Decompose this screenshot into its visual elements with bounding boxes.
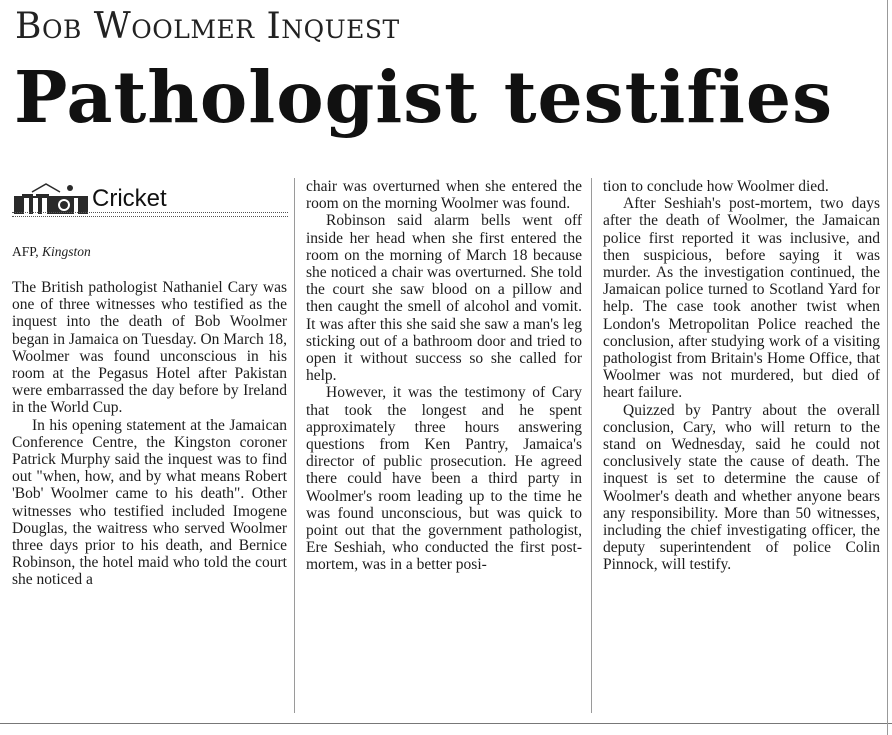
article-headline: Pathologist testifies (14, 55, 834, 139)
article-kicker: Bob Woolmer Inquest (15, 6, 400, 47)
paragraph: The British pathologist Nathaniel Cary was one of three witnesses who testified as the inquest into the death of Bob Woolmer began in Jamaica on Tuesday. On March 18, Woolmer was found unconscious in his room at the Pegasus Hotel after Pakistan were embarrassed the day before by Ireland in the World Cup. (12, 279, 287, 417)
article-column-2 (306, 178, 582, 574)
byline-location: Kingston (42, 244, 91, 259)
page-edge (887, 0, 888, 735)
paragraph: In his opening statement at the Jamaican Conference Centre, the Kingston coroner Patrick Murphy said the inquest was to find out "when, how, and by what means Robert 'Bob' Woolmer came to his death". Other witnesses who testified included Imogene Douglas, the waitress who served Woolmer three days prior to his death, and Bernice Robinson, the hotel maid who told the court she noticed a (12, 416, 287, 589)
article-column-3 (603, 178, 880, 574)
paragraph: Quizzed by Pantry about the overall conclusion, Cary, who will return to the stand on Wednesday, said he could not conclusively state the cause of death. The inquest is set to determine the cause of Woolmer's death and whether anyone bears any responsibility. More than 50 witnesses, including the chief investigating officer, the deputy superintendent of police Colin Pinnock, will testify. (603, 401, 880, 574)
section-divider (12, 212, 288, 217)
paragraph: chair was overturned when she entered the room on the morning Woolmer was found. (306, 178, 582, 213)
byline-agency: AFP, (12, 244, 39, 259)
column-divider (294, 178, 295, 713)
paragraph: tion to conclude how Woolmer died. (603, 178, 829, 195)
section-name: Cricket (92, 185, 167, 212)
column-divider (591, 178, 592, 713)
article-column-1 (12, 279, 287, 589)
section-label (12, 180, 288, 218)
byline (12, 244, 91, 260)
paragraph: Robinson said alarm bells went off inside her head when she first entered the room on the morning of March 18 because she noticed a chair was overturned. She told the court she saw blood on a pillow and then caught the smell of alcohol and vomit. It was after this she said she saw a man's leg sticking out of a bathroom door and tried to open it without success so she called for help. (306, 212, 582, 385)
paragraph: However, it was the testimony of Cary that took the longest and he spent approximately three hours answering questions from Ken Pantry, Jamaica's director of public prosecution. He agreed there could have been a third party in Woolmer's room leading up to the time he was found unconscious, but was quick to point out that the government pathologist, Ere Seshiah, who conducted the first post-mortem, was in a better posi- (306, 384, 582, 574)
paragraph: After Seshiah's post-mortem, two days after the death of Woolmer, the Jamaican police first reported it was inclusive, and then suspicious, before saying it was murder. As the investigation continued, the Jamaican police turned to Scotland Yard for help. The case took another twist when London's Metropolitan Police reached the conclusion, after studying work of a visiting pathologist from Britain's Home Office, that Woolmer was not murdered, but died of heart failure. (603, 195, 880, 402)
bottom-divider (0, 723, 892, 724)
